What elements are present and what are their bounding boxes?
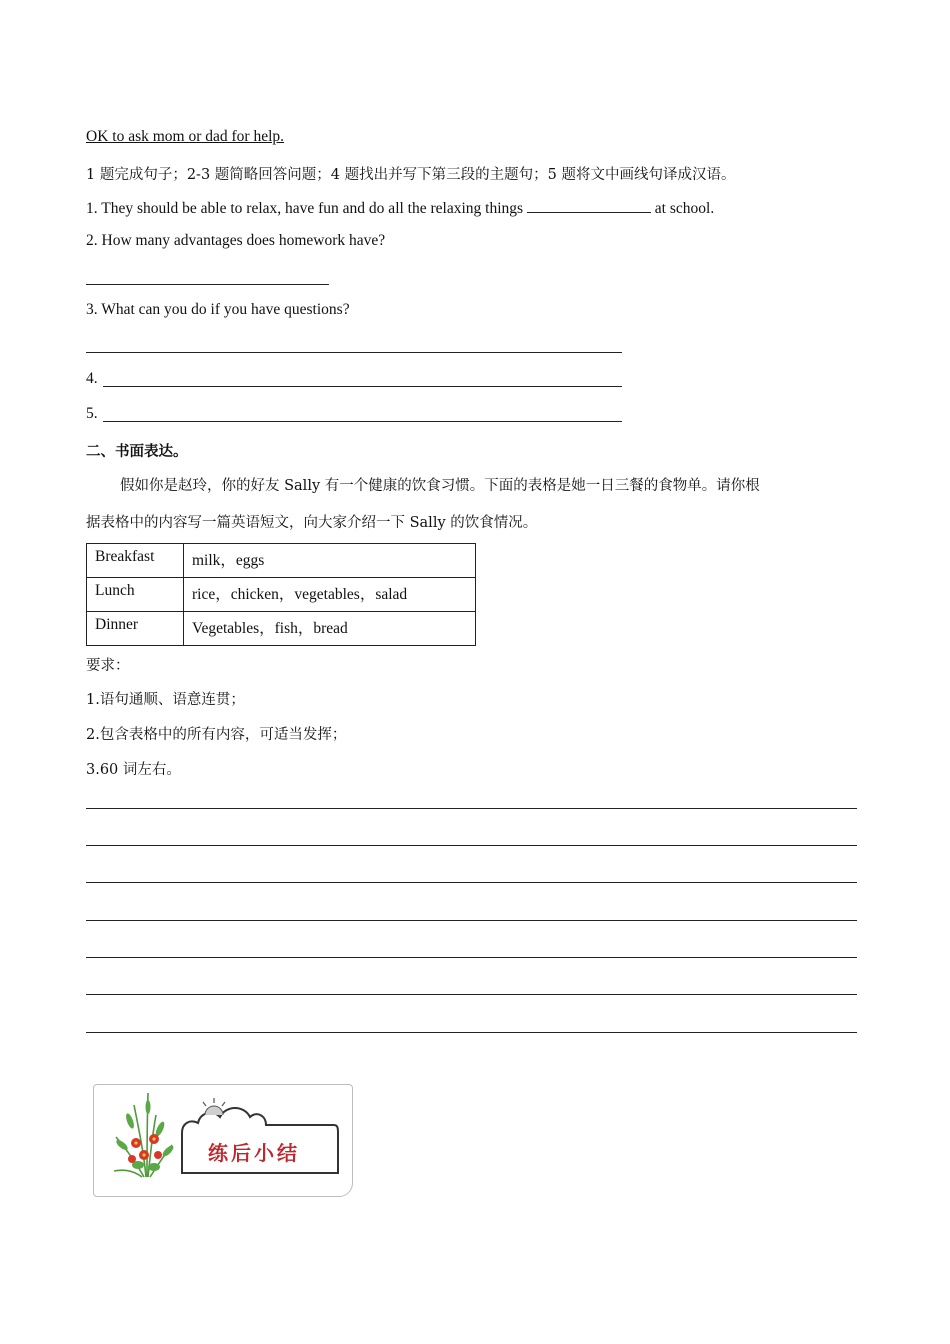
reading-instructions: 1 题完成句子；2-3 题简略回答问题；4 题找出并写下第三段的主题句；5 题将文中画线句译成汉语。 (86, 167, 736, 183)
answer-line-5[interactable] (103, 421, 622, 422)
writing-line[interactable] (86, 882, 857, 883)
answer-line-4[interactable] (103, 386, 622, 387)
meal-cell: Dinner (87, 612, 184, 646)
summary-badge-label: 练后小结 (208, 1141, 300, 1165)
foods-cell: rice，chicken，vegetables，salad (184, 578, 476, 612)
writing-prompt-line-2: 据表格中的内容写一篇英语短文，向大家介绍一下 Sally 的饮食情况。 (86, 515, 538, 531)
writing-prompt-line-1: 假如你是赵玲，你的好友 Sally 有一个健康的饮食习惯。下面的表格是她一日三餐的食物单。请你根 (120, 478, 760, 494)
writing-line[interactable] (86, 845, 857, 846)
writing-line[interactable] (86, 957, 857, 958)
writing-line[interactable] (86, 808, 857, 809)
foods-cell: Vegetables，fish，bread (184, 612, 476, 646)
answer-line-3[interactable] (86, 352, 622, 353)
writing-line[interactable] (86, 920, 857, 921)
writing-heading: 二、书面表达。 (86, 444, 188, 460)
answer-line-2[interactable] (86, 284, 329, 285)
question-1-blank[interactable] (527, 198, 651, 213)
question-3: 3. What can you do if you have questions? (86, 301, 350, 318)
meal-table (86, 543, 476, 646)
table-row (87, 544, 476, 578)
question-5: 5. (86, 405, 98, 422)
meal-cell: Lunch (87, 578, 184, 612)
reading-tail-line: OK to ask mom or dad for help. (86, 128, 285, 145)
question-1-text: 1. They should be able to relax, have fun and do all the relaxing things (86, 200, 524, 217)
foods-cell: milk，eggs (184, 544, 476, 578)
writing-line[interactable] (86, 994, 857, 995)
requirement-item: 1.语句通顺、语意连贯； (86, 692, 245, 708)
table-row (87, 578, 476, 612)
requirements-title: 要求： (86, 658, 130, 674)
writing-line[interactable] (86, 1032, 857, 1033)
meal-cell: Breakfast (87, 544, 184, 578)
question-1-tail: at school. (654, 200, 715, 217)
question-4: 4. (86, 370, 98, 387)
question-1 (86, 198, 714, 218)
requirement-item: 2.包含表格中的所有内容，可适当发挥； (86, 727, 347, 743)
question-2: 2. How many advantages does homework have? (86, 232, 386, 249)
table-row (87, 612, 476, 646)
requirement-item: 3.60 词左右。 (86, 762, 181, 778)
